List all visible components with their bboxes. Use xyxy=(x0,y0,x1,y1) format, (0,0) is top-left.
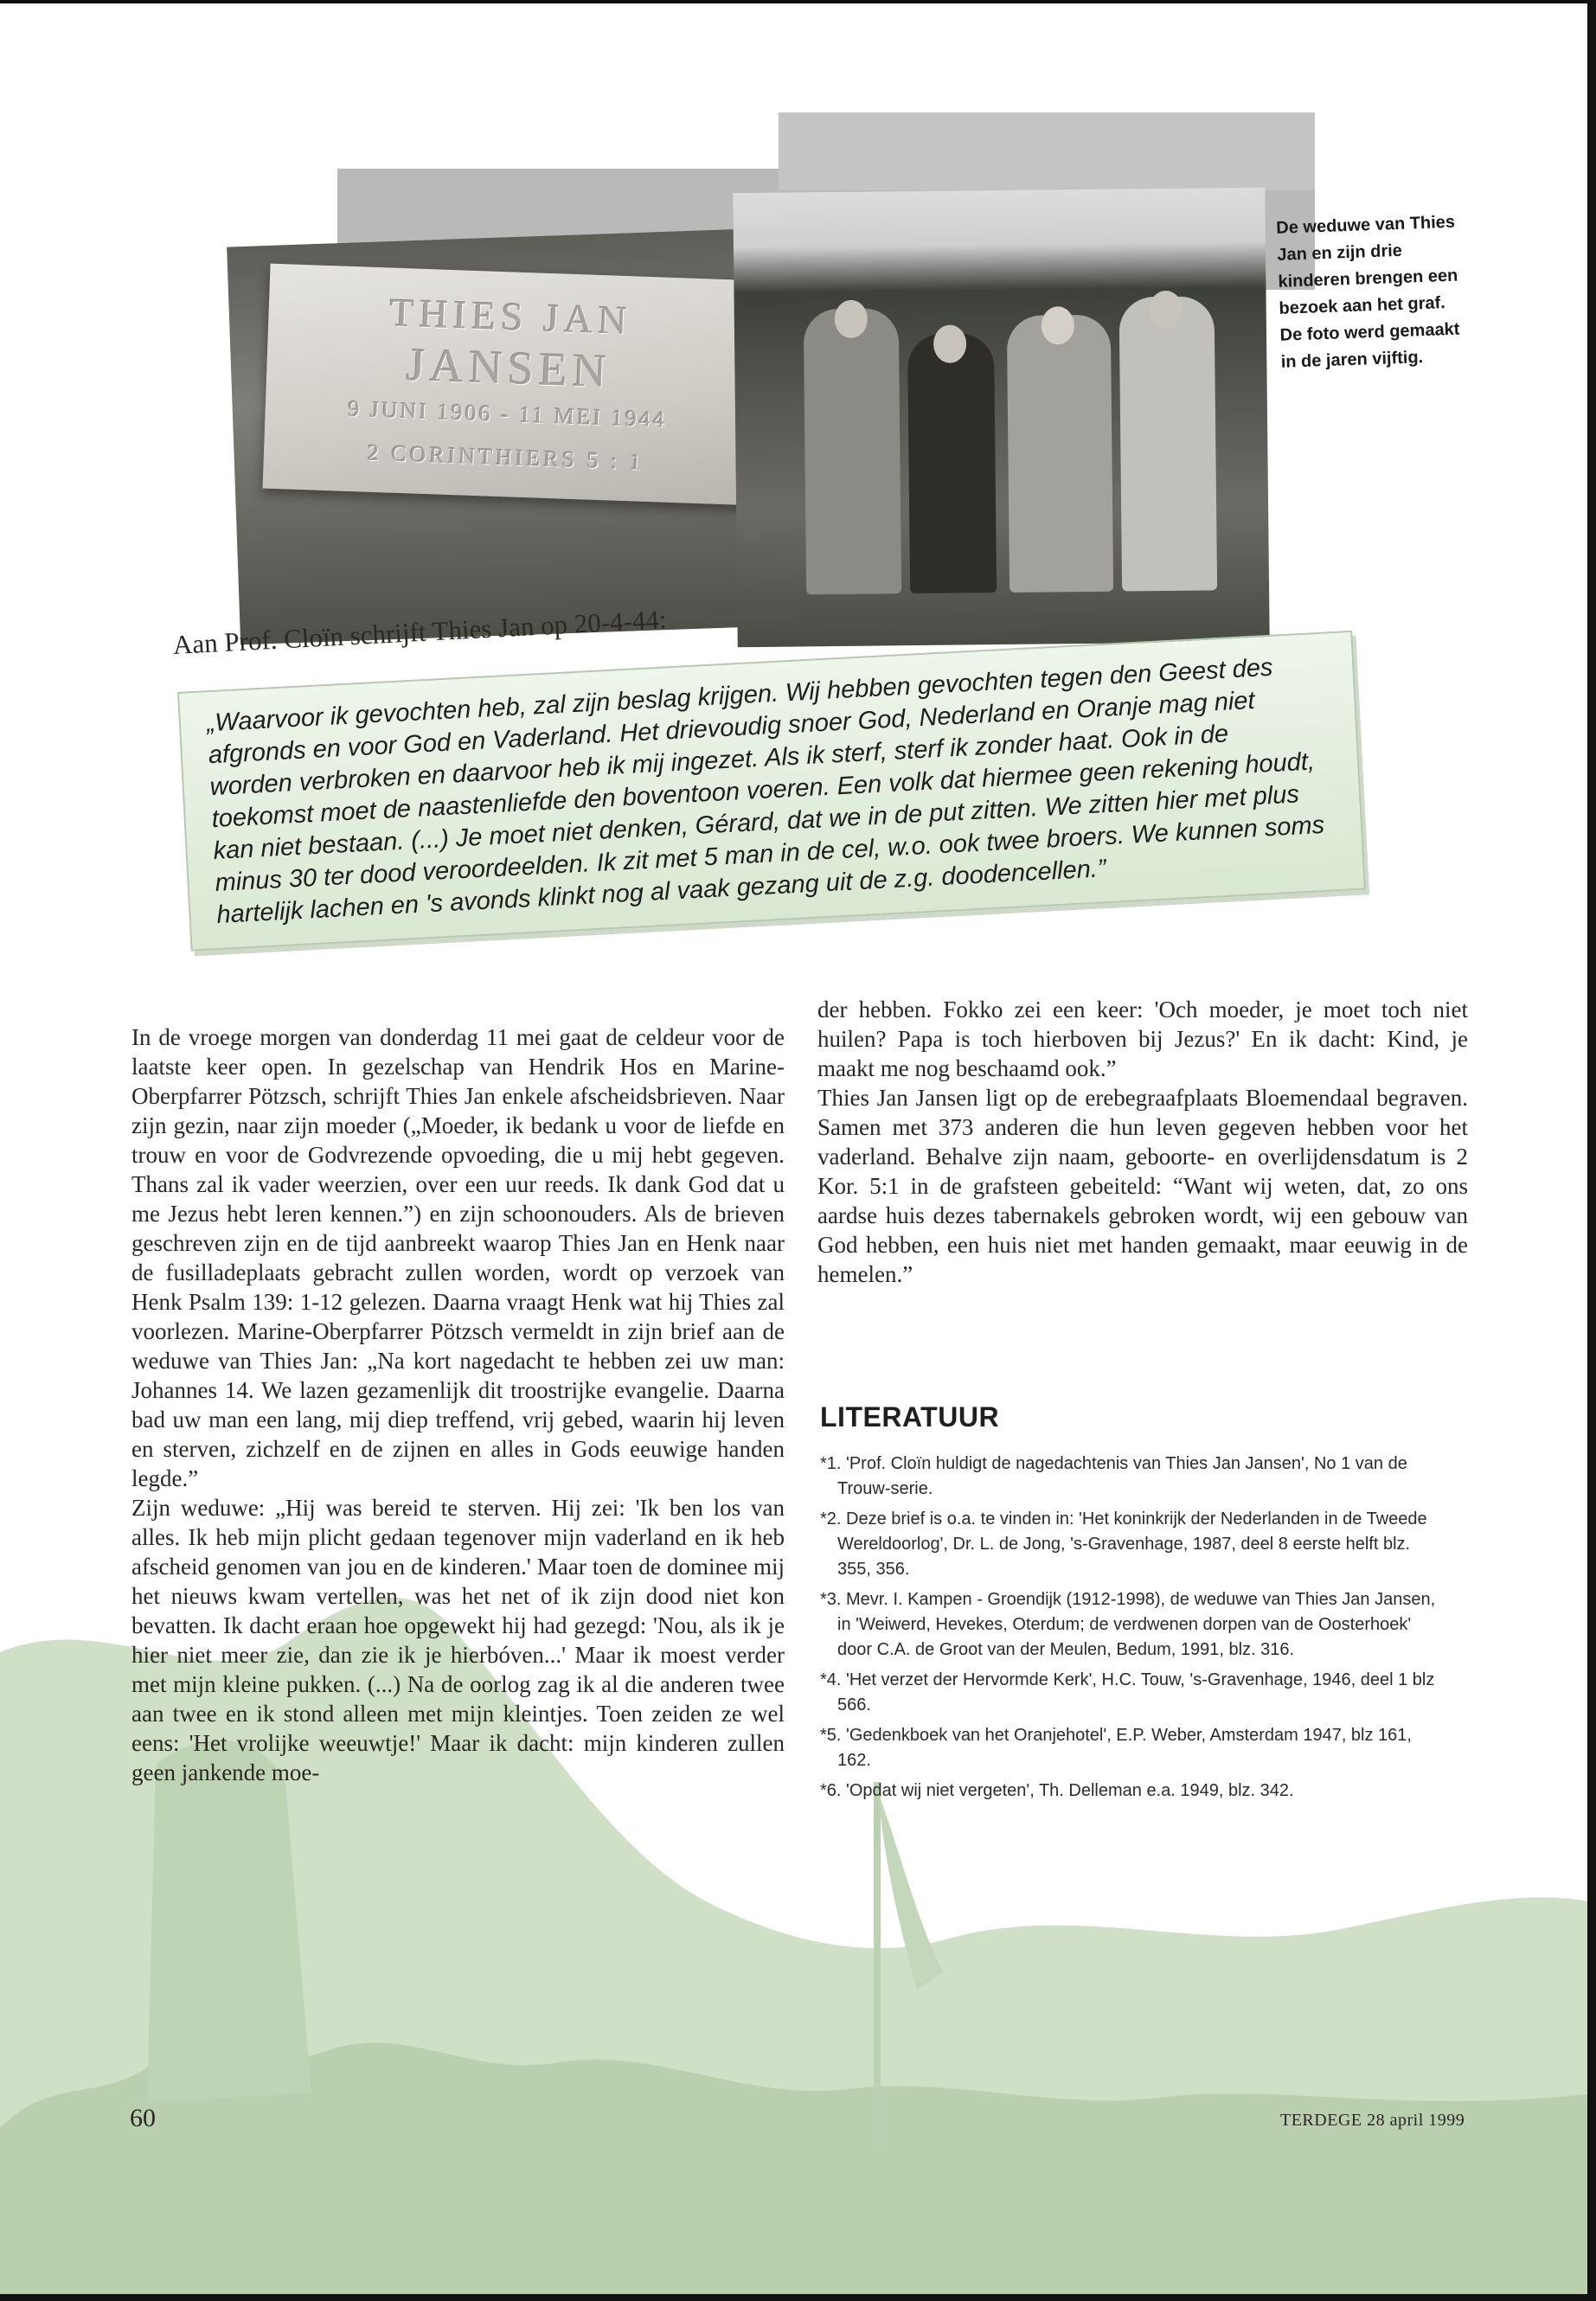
figure-man-right xyxy=(1119,296,1218,591)
stone-line-name: THIES JAN xyxy=(388,290,633,343)
head-man-right xyxy=(1149,291,1182,329)
quote-intro: Aan Prof. Cloïn schrijft Thies Jan op 20-4-44: xyxy=(172,604,668,660)
article-paragraph: In de vroege morgen van donderdag 11 mei gaat de celdeur voor de laatste keer open. In gezelschap van Hendrik Hos en Marine-Oberpfarrer Pötzsch, schrijft Thies Jan enkele afscheidsbrieven. Naar zijn gezin, naar zijn moeder („Moeder, ik bedank u voor de liefde en trouw en voor de Godvrezende opvoeding, die u mij hebt gegeven. Thans zal ik vader weerzien, over een uur reeds. Ik dank God dat u me Jezus hebt leren kennen.”) en zijn schoonouders. Als de brieven geschreven zijn en de tijd aanbreekt waarop Thies Jan en Henk naar de fusilladeplaats gebracht zullen worden, wordt op verzoek van Henk Psalm 139: 1-12 gelezen. Daarna vraagt Henk wat hij Thies zal voorlezen. Marine-Oberpfarrer Pötzsch vermeldt in zijn brief aan de weduwe van Thies Jan: „Na kort nagedacht te hebben zei uw man: Johannes 14. We lazen gezamenlijk dit troostrijke evangelie. Daarna bad uw man een lang, mij diep treffend, vrij gebed, waarin hij leven en sterven, zichzelf en de zijnen en alles in Gods eeuwige handen legde.” xyxy=(131,1024,785,1491)
literature-title: LITERATUUR xyxy=(820,1401,1000,1433)
flagpole-shape xyxy=(874,1782,881,2145)
head-man-left xyxy=(835,300,868,338)
stone-line-dates: 9 JUNI 1906 - 11 MEI 1944 xyxy=(347,395,668,433)
figure-man-left xyxy=(804,308,901,594)
article-paragraph: Zijn weduwe: „Hij was bereid te sterven. Hij zei: 'Ik ben los van alles. Ik heb mijn plicht gedaan tegenover mijn vaderland en ik heb afscheid genomen van jou en de kinderen.' Maar toen de dominee mij het nieuws kwam vertellen, was het net of ik zijn dood niet kon bevatten. Ik dacht eraan hoe opgewekt hij had gezegd: 'Nou, als ik je hier niet meer zie, dan zie ik je hierbóven...' Maar ik moest verder met mijn kleine pukken. (...) Na de oorlog zag ik al die anderen twee aan twee en ik stond alleen met mijn kleintjes. Toen zeiden ze wel eens: 'Het vrolijke weeuwtje!' Maar ik dacht: mijn kinderen zullen geen jankende moe- xyxy=(131,1495,785,1785)
photo-collage xyxy=(234,108,1272,662)
quote-text: „Waarvoor ik gevochten heb, zal zijn beslag krijgen. Wij hebben gevochten tegen den Geest des afgronds en voor God en Vaderland. Het drievoudig snoer God, Nederland en Oranje mag niet worden verbroken en daarvoor heb ik mij ingezet. Als ik sterf, sterf ik zonder haat. Ook in de toekomst moet de naastenliefde den boventoon voeren. Een volk dat hiermee geen rekening houdt, kan niet bestaan. (...) Je moet niet denken, Gérard, dat we in de put zitten. We zitten hier met plus minus 30 ter dood veroordeelden. Ik zit met 5 man in de cel, w.o. ook twee broers. We kunnen soms hartelijk lachen en 's avonds klinkt nog al vaak gezang uit de z.g. doodencellen.” xyxy=(206,653,1325,929)
photo-caption: De weduwe van Thies Jan en zijn drie kinderen brengen een bezoek aan het graf. De foto werd gemaakt in de jaren vijftig. xyxy=(1275,212,1460,372)
quote-box xyxy=(177,631,1366,952)
family-visit-photo xyxy=(733,188,1269,647)
gravestone-slab xyxy=(263,264,755,505)
magazine-footer: TERDEGE 28 april 1999 xyxy=(1280,2111,1465,2130)
head-girl xyxy=(933,324,966,362)
stone-line-verse: 2 CORINTHIERS 5 : 1 xyxy=(367,439,645,475)
figure-girl xyxy=(907,333,997,593)
stone-line-surname: JANSEN xyxy=(406,338,613,398)
literature-item: *1. 'Prof. Cloïn huldigt de nagedachtenis van Thies Jan Jansen', No 1 van de Trouw-serie. xyxy=(820,1454,1407,1498)
literature-item: *2. Deze brief is o.a. te vinden in: 'Het koninkrijk der Nederlanden in de Tweede Wereldoorlog', Dr. L. de Jong, 's-Gravenhage, 1987, deel 8 eerste helft blz. 355, 356. xyxy=(820,1509,1427,1579)
figure-widow xyxy=(1007,315,1113,593)
literature-list xyxy=(820,1452,1443,1809)
literature-item: *6. 'Opdat wij niet vergeten', Th. Delleman e.a. 1949, blz. 342. xyxy=(820,1781,1294,1800)
article-left-column xyxy=(131,1022,785,1787)
gravestone-photo xyxy=(227,229,760,645)
photo-backing-top xyxy=(779,112,1315,190)
literature-item: *3. Mevr. I. Kampen - Groendijk (1912-1998), de weduwe van Thies Jan Jansen, in 'Weiwerd, Hevekes, Oterdum; de verdwenen dorpen van de Oosterhoek' door C.A. de Groot van der Meulen, Bedum, 1991, blz. 316. xyxy=(820,1590,1436,1659)
head-widow xyxy=(1042,306,1074,344)
literature-item: *4. 'Het verzet der Hervormde Kerk', H.C. Touw, 's-Gravenhage, 1946, deel 1 blz 566. xyxy=(820,1670,1435,1715)
article-right-column xyxy=(817,995,1468,1289)
article-paragraph: der hebben. Fokko zei een keer: 'Och moeder, je moet toch niet huilen? Papa is toch hierboven bij Jezus?' En ik dacht: Kind, je maakt me nog beschaamd ook.” xyxy=(817,997,1468,1081)
page-number: 60 xyxy=(130,2104,156,2132)
article-paragraph: Thies Jan Jansen ligt op de erebegraafplaats Bloemendaal begraven. Samen met 373 anderen die hun leven gegeven hebben voor het vaderland. Behalve zijn naam, geboorte- en overlijdensdatum is 2 Kor. 5:1 in de grafsteen gebeiteld: “Want wij weten, dat, zo ons aardse huis dezes tabernakels gebroken wordt, wij een gebouw van God hebben, een huis niet met handen gemaakt, maar eeuwig in de hemelen.” xyxy=(817,1085,1468,1287)
literature-item: *5. 'Gedenkboek van het Oranjehotel', E.P. Weber, Amsterdam 1947, blz 161, 162. xyxy=(820,1726,1412,1770)
